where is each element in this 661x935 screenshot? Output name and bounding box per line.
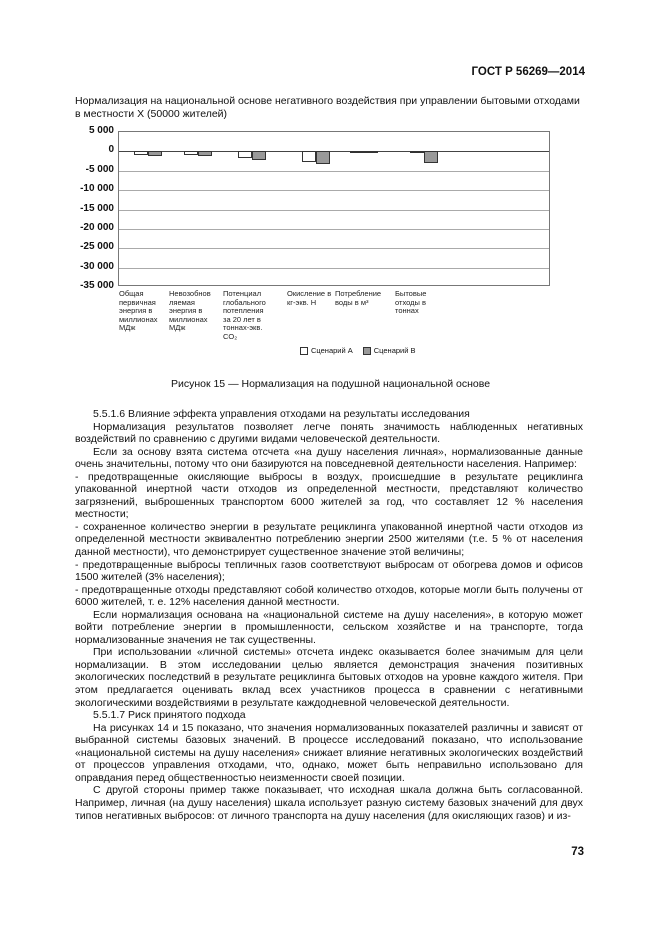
bar-scenario-a [184, 151, 198, 155]
category-label: Окисление в кг-экв. Н [287, 289, 332, 307]
category-label: Бытовые отходы в тоннах [395, 289, 427, 316]
category-label: Невозобнов ляемая энергия в миллионах МДж [169, 289, 211, 333]
legend-item-scenario-a [300, 346, 353, 355]
page-number: 73 [571, 846, 584, 858]
gridline [119, 268, 549, 269]
bar-scenario-b [424, 151, 438, 162]
bar-scenario-b [148, 151, 162, 156]
gridline [119, 171, 549, 172]
bar-scenario-a [410, 151, 424, 153]
y-tick-label: -35 000 [80, 280, 114, 291]
paragraph: При использовании «личной системы» отсчета индекс оказывается более значимым для цели нормализации. В этом исследовании целью является демонстрация значения позитивных экологических последствий в результате рециклинга бытовых отходов на уровне каждого жителя. При этом предлагается оценивать вклад всех участников процесса в сравнении с негативными экологическими воздействиями в результате каждодневной человеческой деятельности. [75, 646, 583, 709]
bar-scenario-b [364, 151, 378, 153]
bar-scenario-b [198, 151, 212, 156]
y-tick-label: -5 000 [85, 163, 114, 175]
legend-swatch-a [300, 347, 308, 355]
list-item: - предотвращенные отходы представляют собой количество отходов, которые могли быть получены от 6000 жителей, т. е. 12% населения данной местности. [75, 583, 583, 609]
y-tick-label: 0 [108, 144, 114, 156]
legend-item-scenario-b [363, 346, 416, 355]
bar-scenario-a [238, 151, 252, 158]
list-item: - сохраненное количество энергии в результате рециклинга упакованной инертной части отходов из определенной местности эквивалентно потреблению энергии 2500 жителями (т.е. 5 % от населения данной местности), что демонстрирует существенное значение этой величины; [75, 520, 583, 559]
list-item: - предотвращенные выбросы тепличных газов соответствуют выбросам от обогрева домов и офисов 1500 жителей (3% населения); [75, 558, 583, 584]
paragraph: С другой стороны пример также показывает, что исходная шкала должна быть согласованной. Например, личная (на душу населения) шкала использует разную систему базовых значений для двух типов негативных выбросов: от личного транспорта на душу населения (для окисляющих газов) и из- [75, 784, 583, 822]
list-item: - предотвращенные окисляющие выбросы в воздух, происшедшие в результате рециклинга упакованной инертной части отходов из определенной местности, представляют количество загрязнений, выброшенных транспортом 6000 жителей за год, что составляет 12 % населения местности; [75, 470, 583, 521]
gridline [119, 248, 549, 249]
y-tick-label: -25 000 [80, 241, 114, 253]
section-heading-5-5-1-6: 5.5.1.6 Влияние эффекта управления отходами на результаты исследования [93, 408, 470, 420]
body-text [75, 408, 583, 822]
bar-scenario-a [302, 151, 316, 161]
paragraph: Если нормализация основана на «национальной системе на душу населения», в которую может войти потребление энергии в промышленности, сельском хозяйстве и на транспорте, тогда нормализованные значения не так существенны. [75, 608, 583, 646]
paragraph: Если за основу взята система отсчета «на душу населения личная», нормализованные данные очень значительны, потому что они базируются на повседневной деятельности населения. Например: [75, 445, 583, 471]
category-label: Потребление воды в м³ [335, 289, 382, 307]
section-heading-5-5-1-7: 5.5.1.7 Риск принятого подхода [93, 709, 246, 722]
legend-label-a: Сценарий А [311, 346, 353, 355]
y-tick-label: 5 000 [88, 125, 114, 136]
y-tick-label: -10 000 [80, 183, 114, 195]
y-tick-label: -20 000 [80, 221, 114, 233]
bar-scenario-a [134, 151, 148, 154]
category-label: Потенциал глобального потепления за 20 лет в тоннах-экв. CO₂ [223, 289, 266, 341]
bar-scenario-b [252, 151, 266, 159]
document-header: ГОСТ Р 56269—2014 [471, 66, 585, 78]
category-label: Общая первичная энергия в миллионах МДж [119, 289, 158, 333]
bar-scenario-b [316, 151, 330, 163]
legend-label-b: Сценарий В [373, 346, 416, 355]
gridline [119, 190, 549, 191]
paragraph: Нормализация результатов позволяет легче понять значимость наблюденных негативных воздействий по сравнению с другими видами человеческой деятельности. [75, 420, 583, 446]
figure-caption: Рисунок 15 — Нормализация на подушной национальной основе [170, 378, 491, 390]
chart-title: Нормализация на национальной основе негативного воздействия при управлении бытовыми отходами в местности Х (50000 жителей) [75, 95, 580, 120]
y-tick-label: -15 000 [80, 202, 114, 214]
gridline [119, 210, 549, 211]
gridline [119, 229, 549, 230]
bar-scenario-a [350, 151, 364, 153]
legend-swatch-b [363, 347, 371, 355]
y-tick-label: -30 000 [80, 260, 114, 272]
paragraph: На рисунках 14 и 15 показано, что значения нормализованных показателей различны и зависят от выбранной системы базовых значений. В процессе исследований показано, что использование «национальной системы на душу населения» снижает влияние негативных экологических воздействий от процессов управления отходами, что, однако, может быть неправильно использовано для оправдания перед общественностью неизменности своей позиции. [75, 721, 583, 784]
plot-area [118, 131, 550, 286]
chart-legend [300, 346, 416, 355]
